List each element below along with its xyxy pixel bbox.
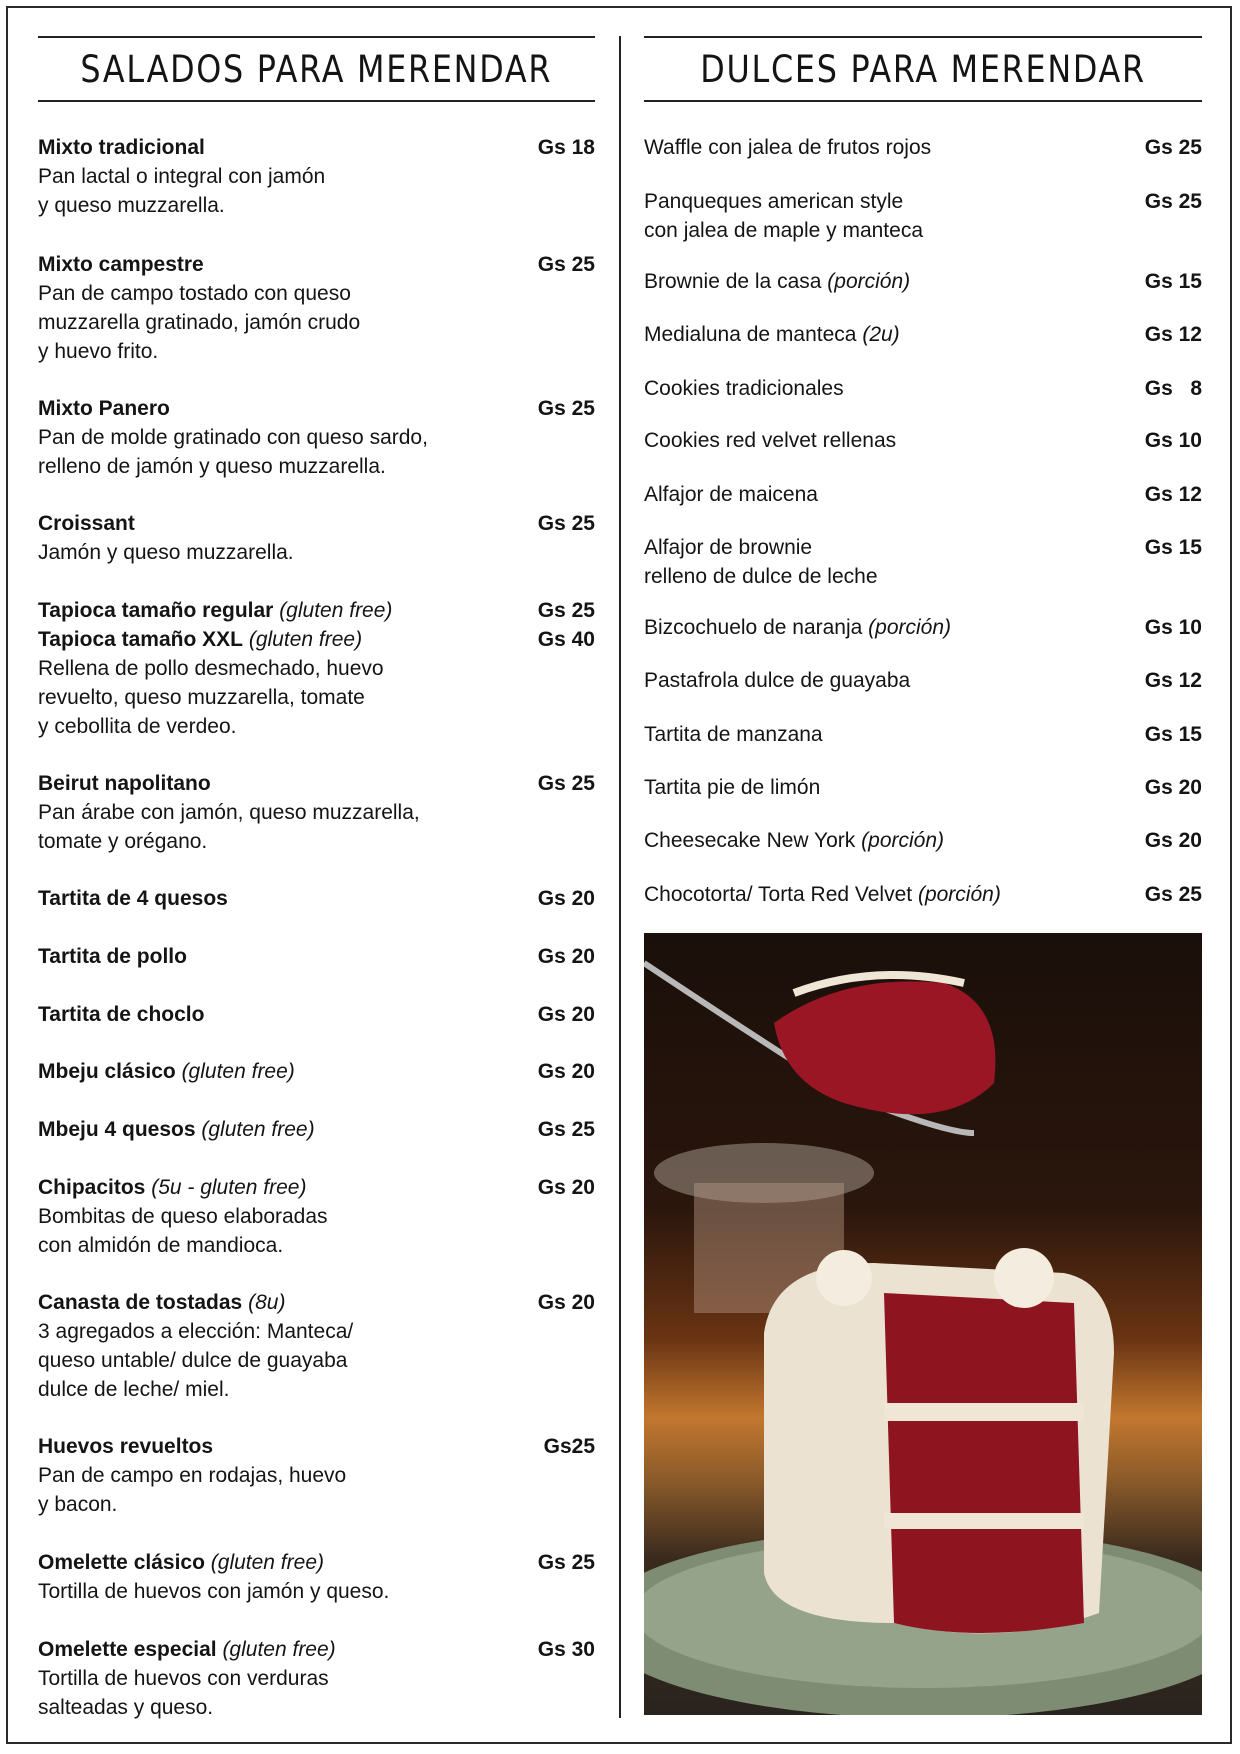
menu-item — [644, 187, 1202, 245]
menu-item-row — [38, 596, 595, 625]
menu-item — [644, 826, 1202, 855]
menu-item — [38, 1548, 595, 1606]
item-note: (gluten free) — [222, 1638, 336, 1661]
item-note: (porción) — [827, 270, 911, 293]
item-name: Tapioca tamaño regular — [38, 599, 274, 622]
menu-item-title — [38, 1173, 306, 1202]
menu-item-row — [38, 1288, 595, 1317]
item-note: (2u) — [862, 323, 900, 346]
menu-item-title — [38, 509, 135, 538]
item-description-line: Pan de molde gratinado con queso sardo, — [38, 426, 428, 449]
cream-layer — [884, 1513, 1084, 1529]
item-price: Gs 8 — [1144, 377, 1202, 400]
item-description-line: y bacon. — [38, 1493, 118, 1516]
menu-item-title — [644, 880, 1001, 909]
menu-item — [644, 320, 1202, 349]
item-name: Beirut napolitano — [38, 772, 211, 795]
menu-item — [644, 133, 1202, 162]
menu-item-title — [38, 1548, 324, 1577]
item-price: Gs 18 — [537, 136, 595, 159]
menu-item-row — [38, 133, 595, 162]
menu-item — [38, 1000, 595, 1029]
menu-item-title — [644, 720, 823, 749]
menu-item-row — [38, 394, 595, 423]
menu-item — [644, 533, 1202, 591]
menu-item-row — [38, 509, 595, 538]
cake-illustration — [644, 933, 1202, 1715]
menu-item-title — [644, 267, 910, 296]
menu-item — [38, 509, 595, 567]
menu-item-title — [644, 374, 844, 403]
item-price: Gs 25 — [1144, 190, 1202, 213]
menu-item-title — [644, 613, 951, 642]
menu-item-row — [38, 1000, 595, 1029]
item-price: Gs25 — [543, 1435, 595, 1458]
menu-item-title — [644, 320, 900, 349]
item-name: Mixto campestre — [38, 253, 204, 276]
cake-cut-face — [884, 1293, 1084, 1633]
item-price: Gs 25 — [537, 599, 595, 622]
item-description-line: Pan de campo tostado con queso — [38, 282, 351, 305]
item-description-line: con almidón de mandioca. — [38, 1234, 284, 1257]
column-divider — [619, 36, 621, 1718]
menu-item — [644, 666, 1202, 695]
item-note: (porción) — [868, 616, 952, 639]
item-price: Gs 25 — [1144, 136, 1202, 159]
item-name: Alfajor de maicena — [644, 483, 818, 506]
menu-item-row — [38, 1432, 595, 1461]
menu-item-row — [644, 426, 1202, 455]
salados-header — [38, 36, 595, 102]
item-description-line: relleno de jamón y queso muzzarella. — [38, 455, 386, 478]
menu-item-title — [644, 666, 910, 695]
item-name: Tartita pie de limón — [644, 776, 821, 799]
menu-item-title — [38, 884, 228, 913]
item-name: Huevos revueltos — [38, 1435, 214, 1458]
menu-item-row — [38, 942, 595, 971]
menu-item-row — [38, 1173, 595, 1202]
item-name: Canasta de tostadas — [38, 1291, 243, 1314]
item-description-line: y queso muzzarella. — [38, 194, 225, 217]
item-price: Gs 12 — [1144, 323, 1202, 346]
menu-item — [38, 1115, 595, 1144]
menu-item-row — [644, 533, 1202, 562]
item-description-line: revuelto, queso muzzarella, tomate — [38, 686, 365, 709]
menu-item — [38, 394, 595, 481]
menu-item-title — [38, 133, 205, 162]
item-note: (gluten free) — [279, 599, 393, 622]
menu-item — [38, 625, 595, 741]
item-description-line: Pan de campo en rodajas, huevo — [38, 1464, 347, 1487]
item-price: Gs 15 — [1144, 723, 1202, 746]
item-name: Bizcochuelo de naranja — [644, 616, 863, 639]
item-note: (5u - gluten free) — [151, 1176, 307, 1199]
item-description-line: 3 agregados a elección: Manteca/ — [38, 1320, 354, 1343]
menu-item-row — [38, 884, 595, 913]
menu-item — [38, 250, 595, 366]
item-note: (8u) — [248, 1291, 286, 1314]
menu-item-row — [644, 720, 1202, 749]
menu-item-title — [644, 426, 896, 455]
menu-item-row — [38, 625, 595, 654]
menu-item — [38, 133, 595, 220]
red-velvet-cake-photo — [644, 933, 1202, 1715]
item-price: Gs 20 — [537, 1176, 595, 1199]
item-price: Gs 25 — [537, 253, 595, 276]
item-description-line: con jalea de maple y manteca — [644, 219, 923, 242]
item-note: (porción) — [861, 829, 945, 852]
item-description-line: salteadas y queso. — [38, 1696, 214, 1719]
item-price: Gs 30 — [537, 1638, 595, 1661]
item-description-line: dulce de leche/ miel. — [38, 1378, 230, 1401]
menu-item-title — [38, 1432, 213, 1461]
item-price: Gs 15 — [1144, 270, 1202, 293]
item-name: Mixto Panero — [38, 397, 170, 420]
item-name: Mixto tradicional — [38, 136, 205, 159]
item-price: Gs 20 — [537, 945, 595, 968]
item-price: Gs 25 — [537, 512, 595, 535]
item-description-line: Pan lactal o integral con jamón — [38, 165, 326, 188]
item-name: Cookies tradicionales — [644, 377, 844, 400]
menu-item-row — [644, 267, 1202, 296]
item-description-line: Tortilla de huevos con verduras — [38, 1667, 329, 1690]
menu-item — [38, 884, 595, 913]
item-price: Gs 20 — [1144, 776, 1202, 799]
item-name: Cookies red velvet rellenas — [644, 429, 897, 452]
menu-item-title — [38, 625, 362, 654]
item-name: Omelette clásico — [38, 1551, 205, 1574]
menu-item — [38, 1057, 595, 1086]
item-name: Tartita de 4 quesos — [38, 887, 228, 910]
item-description-line: y cebollita de verdeo. — [38, 715, 237, 738]
item-price: Gs 20 — [537, 887, 595, 910]
menu-item-row — [38, 1635, 595, 1664]
menu-item-row — [38, 1057, 595, 1086]
menu-item — [644, 613, 1202, 642]
item-name: Medialuna de manteca — [644, 323, 857, 346]
item-description-line: Jamón y queso muzzarella. — [38, 541, 294, 564]
item-note: (gluten free) — [201, 1118, 315, 1141]
item-price: Gs 20 — [537, 1060, 595, 1083]
menu-item-row — [644, 480, 1202, 509]
menu-item — [38, 1288, 595, 1404]
item-description-line: relleno de dulce de leche — [644, 565, 878, 588]
menu-item-title — [38, 1635, 336, 1664]
item-description-line: Bombitas de queso elaboradas — [38, 1205, 328, 1228]
item-description-line: Tortilla de huevos con jamón y queso. — [38, 1580, 390, 1603]
item-note: (gluten free) — [210, 1551, 324, 1574]
item-name: Chipacitos — [38, 1176, 146, 1199]
menu-item — [38, 1173, 595, 1260]
item-name: Tartita de pollo — [38, 945, 187, 968]
dulces-header — [644, 36, 1202, 102]
item-name: Pastafrola dulce de guayaba — [644, 669, 911, 692]
item-price: Gs 10 — [1144, 429, 1202, 452]
menu-item-title — [38, 942, 187, 971]
menu-item-title — [644, 480, 818, 509]
menu-item-title — [644, 187, 903, 216]
item-price: Gs 20 — [537, 1003, 595, 1026]
item-price: Gs 20 — [537, 1291, 595, 1314]
menu-item — [38, 769, 595, 856]
dulces-title: DULCES PARA MERENDAR — [700, 47, 1146, 91]
item-price: Gs 15 — [1144, 536, 1202, 559]
item-name: Alfajor de brownie — [644, 536, 813, 559]
menu-item — [38, 942, 595, 971]
menu-item-title — [644, 773, 820, 802]
menu-item-row — [38, 1548, 595, 1577]
menu-item-title — [644, 533, 812, 562]
frosting-swirl — [816, 1250, 872, 1306]
item-price: Gs 25 — [1144, 883, 1202, 906]
item-name: Cheesecake New York — [644, 829, 856, 852]
item-description-line: muzzarella gratinado, jamón crudo — [38, 311, 361, 334]
menu-item-title — [644, 133, 931, 162]
item-price: Gs 10 — [1144, 616, 1202, 639]
item-name: Tartita de manzana — [644, 723, 823, 746]
item-note: (porción) — [917, 883, 1001, 906]
menu-item-row — [644, 826, 1202, 855]
item-note: (gluten free) — [181, 1060, 295, 1083]
menu-item-title — [38, 1115, 315, 1144]
menu-item-row — [38, 250, 595, 279]
item-name: Chocotorta/ Torta Red Velvet — [644, 883, 913, 906]
menu-item — [644, 880, 1202, 909]
menu-item — [644, 720, 1202, 749]
menu-item-row — [644, 187, 1202, 216]
item-note: (gluten free) — [248, 628, 363, 651]
item-description-line: Pan árabe con jamón, queso muzzarella, — [38, 801, 420, 824]
menu-item-row — [644, 666, 1202, 695]
menu-item-title — [38, 250, 204, 279]
item-name: Tapioca tamaño XXL — [38, 628, 243, 651]
menu-item-title — [38, 1000, 204, 1029]
menu-item-row — [38, 1115, 595, 1144]
cake-bite-on-spoon — [774, 981, 995, 1114]
frosting-swirl — [994, 1248, 1054, 1308]
item-name: Panqueques american style — [644, 190, 904, 213]
item-name: Mbeju 4 quesos — [38, 1118, 196, 1141]
menu-item — [38, 1635, 595, 1722]
item-description-line: tomate y orégano. — [38, 830, 208, 853]
menu-item — [644, 773, 1202, 802]
menu-item — [38, 596, 595, 625]
menu-item-title — [38, 394, 170, 423]
menu-item-title — [38, 1057, 295, 1086]
menu-item-row — [38, 769, 595, 798]
menu-item-row — [644, 320, 1202, 349]
cream-layer — [884, 1403, 1084, 1421]
item-price: Gs 25 — [537, 397, 595, 420]
menu-item-title — [38, 769, 211, 798]
menu-item-title — [644, 826, 944, 855]
menu-item-row — [644, 773, 1202, 802]
menu-item — [644, 267, 1202, 296]
menu-item — [644, 374, 1202, 403]
item-price: Gs 12 — [1144, 669, 1202, 692]
item-description-line: Rellena de pollo desmechado, huevo — [38, 657, 384, 680]
menu-item — [644, 480, 1202, 509]
menu-item — [644, 426, 1202, 455]
salados-title: SALADOS PARA MERENDAR — [80, 47, 553, 91]
item-price: Gs 25 — [537, 772, 595, 795]
item-description-line: queso untable/ dulce de guayaba — [38, 1349, 348, 1372]
menu-item-title — [38, 596, 392, 625]
item-name: Waffle con jalea de frutos rojos — [644, 136, 932, 159]
item-price: Gs 12 — [1144, 483, 1202, 506]
item-price: Gs 25 — [537, 1551, 595, 1574]
item-name: Tartita de choclo — [38, 1003, 205, 1026]
item-name: Brownie de la casa — [644, 270, 822, 293]
item-name: Croissant — [38, 512, 135, 535]
menu-item — [38, 1432, 595, 1519]
menu-item-row — [644, 133, 1202, 162]
menu-item-title — [38, 1288, 285, 1317]
item-price: Gs 20 — [1144, 829, 1202, 852]
item-name: Mbeju clásico — [38, 1060, 176, 1083]
menu-item-row — [644, 374, 1202, 403]
item-description-line: y huevo frito. — [38, 340, 159, 363]
item-name: Omelette especial — [38, 1638, 217, 1661]
menu-item-row — [644, 880, 1202, 909]
item-price: Gs 25 — [537, 1118, 595, 1141]
menu-item-row — [644, 613, 1202, 642]
item-price: Gs 40 — [537, 628, 595, 651]
